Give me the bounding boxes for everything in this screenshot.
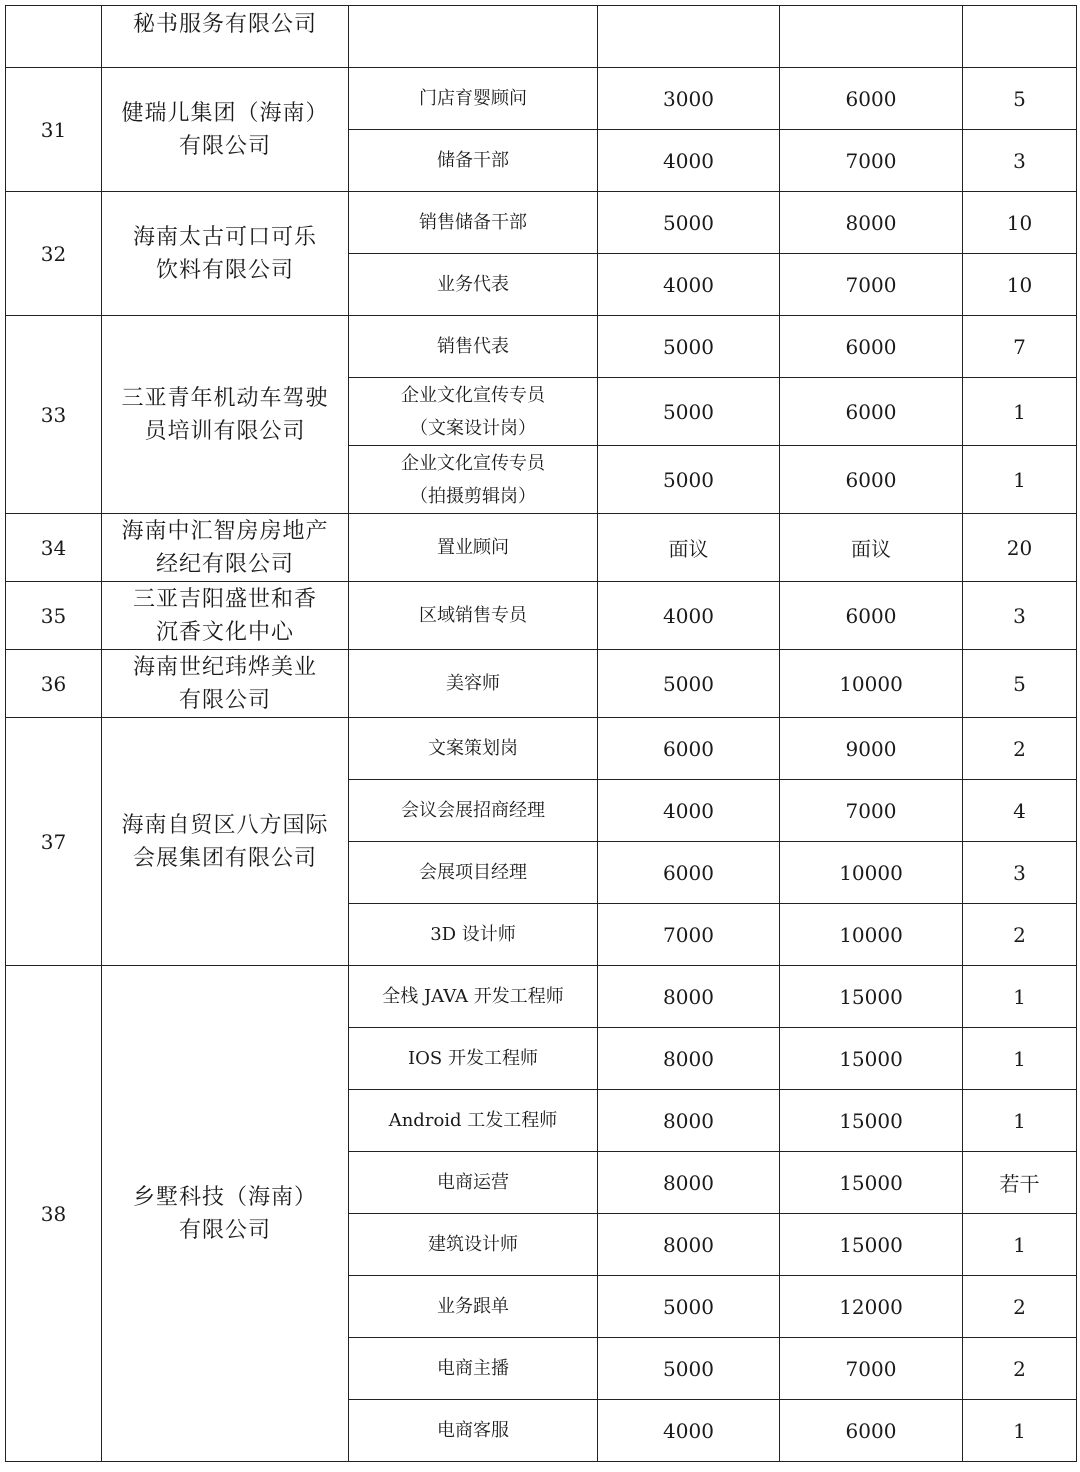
min-salary-cell: 5000 — [598, 446, 780, 514]
max-salary-cell: 6000 — [780, 446, 963, 514]
max-salary-cell: 7000 — [780, 130, 963, 192]
position-cell: 全栈 JAVA 开发工程师 — [349, 966, 598, 1028]
min-salary-cell: 5000 — [598, 1276, 780, 1338]
company-name-cell: 秘书服务有限公司 — [102, 6, 349, 68]
headcount-cell: 20 — [963, 514, 1077, 582]
max-salary-cell: 7000 — [780, 254, 963, 316]
max-salary-cell: 6000 — [780, 582, 963, 650]
headcount-cell: 2 — [963, 718, 1077, 780]
position-cell: 美容师 — [349, 650, 598, 718]
max-salary-cell: 10000 — [780, 904, 963, 966]
company-name-cell: 海南中汇智房房地产 经纪有限公司 — [102, 514, 349, 582]
position-cell: IOS 开发工程师 — [349, 1028, 598, 1090]
row-number-cell: 37 — [6, 718, 102, 966]
max-salary-cell: 15000 — [780, 1090, 963, 1152]
max-salary-cell: 面议 — [780, 514, 963, 582]
min-salary-cell: 8000 — [598, 1152, 780, 1214]
headcount-cell: 1 — [963, 1400, 1077, 1462]
min-salary-cell: 8000 — [598, 966, 780, 1028]
headcount-cell: 2 — [963, 1276, 1077, 1338]
row-number-cell: 36 — [6, 650, 102, 718]
min-salary-cell: 4000 — [598, 582, 780, 650]
position-cell: 业务跟单 — [349, 1276, 598, 1338]
min-salary-cell: 3000 — [598, 68, 780, 130]
position-cell: 区域销售专员 — [349, 582, 598, 650]
table-row — [6, 6, 1077, 68]
company-name-cell: 三亚青年机动车驾驶 员培训有限公司 — [102, 316, 349, 514]
max-salary-cell: 10000 — [780, 842, 963, 904]
max-salary-cell: 15000 — [780, 1028, 963, 1090]
position-cell: 会展项目经理 — [349, 842, 598, 904]
company-name-cell: 海南自贸区八方国际 会展集团有限公司 — [102, 718, 349, 966]
headcount-cell: 3 — [963, 130, 1077, 192]
position-cell: 门店育婴顾问 — [349, 68, 598, 130]
company-name-cell: 三亚吉阳盛世和香 沉香文化中心 — [102, 582, 349, 650]
min-salary-cell: 5000 — [598, 1338, 780, 1400]
row-number-cell: 32 — [6, 192, 102, 316]
max-salary-cell: 12000 — [780, 1276, 963, 1338]
min-salary-cell — [598, 6, 780, 68]
headcount-cell: 1 — [963, 1214, 1077, 1276]
max-salary-cell: 10000 — [780, 650, 963, 718]
headcount-cell: 4 — [963, 780, 1077, 842]
min-salary-cell: 6000 — [598, 718, 780, 780]
max-salary-cell — [780, 6, 963, 68]
table-row — [6, 582, 1077, 650]
max-salary-cell: 7000 — [780, 1338, 963, 1400]
max-salary-cell: 15000 — [780, 966, 963, 1028]
table-row — [6, 316, 1077, 378]
max-salary-cell: 6000 — [780, 68, 963, 130]
min-salary-cell: 5000 — [598, 316, 780, 378]
row-number-cell: 35 — [6, 582, 102, 650]
headcount-cell: 5 — [963, 68, 1077, 130]
position-cell: 建筑设计师 — [349, 1214, 598, 1276]
min-salary-cell: 8000 — [598, 1028, 780, 1090]
table-row — [6, 966, 1077, 1028]
headcount-cell: 5 — [963, 650, 1077, 718]
position-cell: 企业文化宣传专员 （拍摄剪辑岗） — [349, 446, 598, 514]
company-name-cell: 海南世纪玮烨美业 有限公司 — [102, 650, 349, 718]
min-salary-cell: 8000 — [598, 1090, 780, 1152]
job-listing-table — [5, 5, 1077, 1462]
position-cell: Android 工发工程师 — [349, 1090, 598, 1152]
max-salary-cell: 9000 — [780, 718, 963, 780]
position-cell: 会议会展招商经理 — [349, 780, 598, 842]
min-salary-cell: 4000 — [598, 780, 780, 842]
company-name-cell: 健瑞儿集团（海南） 有限公司 — [102, 68, 349, 192]
headcount-cell — [963, 6, 1077, 68]
headcount-cell: 1 — [963, 1090, 1077, 1152]
headcount-cell: 若干 — [963, 1152, 1077, 1214]
min-salary-cell: 5000 — [598, 192, 780, 254]
max-salary-cell: 15000 — [780, 1152, 963, 1214]
max-salary-cell: 7000 — [780, 780, 963, 842]
table-row — [6, 514, 1077, 582]
headcount-cell: 2 — [963, 1338, 1077, 1400]
min-salary-cell: 5000 — [598, 650, 780, 718]
row-number-cell: 38 — [6, 966, 102, 1462]
min-salary-cell: 6000 — [598, 842, 780, 904]
headcount-cell: 1 — [963, 966, 1077, 1028]
headcount-cell: 2 — [963, 904, 1077, 966]
min-salary-cell: 8000 — [598, 1214, 780, 1276]
position-cell — [349, 6, 598, 68]
min-salary-cell: 4000 — [598, 130, 780, 192]
row-number-cell — [6, 6, 102, 68]
min-salary-cell: 4000 — [598, 1400, 780, 1462]
position-cell: 企业文化宣传专员 （文案设计岗） — [349, 378, 598, 446]
max-salary-cell: 8000 — [780, 192, 963, 254]
table-row — [6, 192, 1077, 254]
position-cell: 销售储备干部 — [349, 192, 598, 254]
position-cell: 置业顾问 — [349, 514, 598, 582]
min-salary-cell: 7000 — [598, 904, 780, 966]
position-cell: 电商运营 — [349, 1152, 598, 1214]
headcount-cell: 10 — [963, 254, 1077, 316]
row-number-cell: 34 — [6, 514, 102, 582]
headcount-cell: 3 — [963, 842, 1077, 904]
position-cell: 文案策划岗 — [349, 718, 598, 780]
headcount-cell: 3 — [963, 582, 1077, 650]
position-cell: 业务代表 — [349, 254, 598, 316]
table-row — [6, 718, 1077, 780]
min-salary-cell: 5000 — [598, 378, 780, 446]
row-number-cell: 33 — [6, 316, 102, 514]
max-salary-cell: 6000 — [780, 378, 963, 446]
min-salary-cell: 面议 — [598, 514, 780, 582]
position-cell: 销售代表 — [349, 316, 598, 378]
headcount-cell: 1 — [963, 446, 1077, 514]
position-cell: 电商客服 — [349, 1400, 598, 1462]
headcount-cell: 7 — [963, 316, 1077, 378]
max-salary-cell: 15000 — [780, 1214, 963, 1276]
position-cell: 储备干部 — [349, 130, 598, 192]
max-salary-cell: 6000 — [780, 316, 963, 378]
min-salary-cell: 4000 — [598, 254, 780, 316]
headcount-cell: 10 — [963, 192, 1077, 254]
max-salary-cell: 6000 — [780, 1400, 963, 1462]
headcount-cell: 1 — [963, 378, 1077, 446]
headcount-cell: 1 — [963, 1028, 1077, 1090]
table-row — [6, 650, 1077, 718]
row-number-cell: 31 — [6, 68, 102, 192]
company-name-cell: 海南太古可口可乐 饮料有限公司 — [102, 192, 349, 316]
company-name-cell: 乡墅科技（海南） 有限公司 — [102, 966, 349, 1462]
position-cell: 3D 设计师 — [349, 904, 598, 966]
position-cell: 电商主播 — [349, 1338, 598, 1400]
table-row — [6, 68, 1077, 130]
